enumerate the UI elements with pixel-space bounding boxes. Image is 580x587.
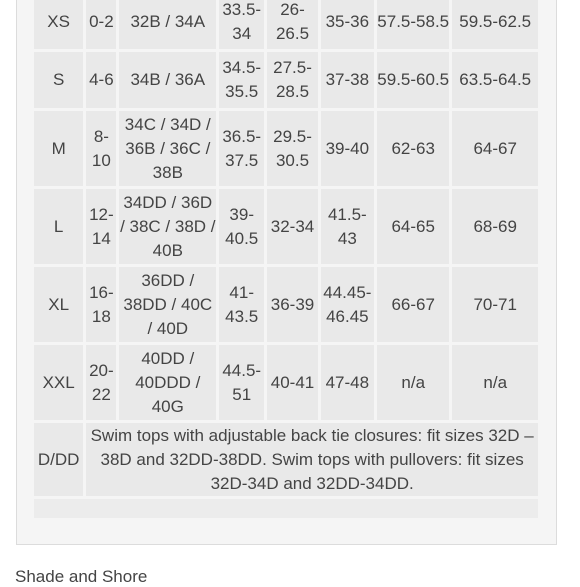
bra-size: 36DD / 38DD / 40C / 40D [119, 267, 216, 342]
measurement: n/a [452, 345, 538, 420]
section-heading: Shade and Shore [15, 567, 148, 586]
measurement: 64-65 [377, 189, 449, 264]
bra-size: 34DD / 36D / 38C / 38D / 40B [119, 189, 216, 264]
hips: 35-36 [321, 0, 374, 49]
bust: 41-43.5 [219, 267, 264, 342]
waist: 40-41 [267, 345, 317, 420]
bra-size: 40DD / 40DDD / 40G [119, 345, 216, 420]
us-size: 16-18 [86, 267, 116, 342]
bra-size: 34C / 34D / 36B / 36C / 38B [119, 111, 216, 186]
measurement: 57.5-58.5 [377, 0, 449, 49]
waist: 27.5-28.5 [267, 52, 317, 108]
waist: 36-39 [267, 267, 317, 342]
waist: 29.5-30.5 [267, 111, 317, 186]
hips: 37-38 [321, 52, 374, 108]
bust: 36.5-37.5 [219, 111, 264, 186]
us-size: 8-10 [86, 111, 116, 186]
size-label: XS [34, 0, 83, 49]
bust: 39-40.5 [219, 189, 264, 264]
measurement: 66-67 [377, 267, 449, 342]
bust: 44.5-51 [219, 345, 264, 420]
measurement: 68-69 [452, 189, 538, 264]
size-label: L [34, 189, 83, 264]
hips: 39-40 [321, 111, 374, 186]
us-size: 20-22 [86, 345, 116, 420]
us-size: 0-2 [86, 0, 116, 49]
measurement: n/a [377, 345, 449, 420]
hips: 44.45-46.45 [321, 267, 374, 342]
table-row [34, 423, 538, 496]
table-row [34, 52, 538, 108]
us-size: 12-14 [86, 189, 116, 264]
size-chart-table [31, 0, 541, 521]
bust: 33.5-34 [219, 0, 264, 49]
measurement: 62-63 [377, 111, 449, 186]
table-row [34, 267, 538, 342]
measurement: 63.5-64.5 [452, 52, 538, 108]
measurement: 70-71 [452, 267, 538, 342]
us-size: 4-6 [86, 52, 116, 108]
bust: 34.5-35.5 [219, 52, 264, 108]
table-row [34, 499, 538, 518]
bra-size: 34B / 36A [119, 52, 216, 108]
measurement: 59.5-60.5 [377, 52, 449, 108]
bra-size: 32B / 34A [119, 0, 216, 49]
size-label: S [34, 52, 83, 108]
table-row [34, 0, 538, 49]
fit-note: Swim tops with adjustable back tie closures: fit sizes 32D – 38D and 32DD-38DD. Swim tops with pullovers: fit sizes 32D-34D and 32DD-34DD. [86, 423, 538, 496]
hips: 47-48 [321, 345, 374, 420]
empty-cell [34, 499, 538, 518]
table-row [34, 111, 538, 186]
size-label: XL [34, 267, 83, 342]
table-row [34, 345, 538, 420]
hips: 41.5-43 [321, 189, 374, 264]
waist: 32-34 [267, 189, 317, 264]
size-label: XXL [34, 345, 83, 420]
waist: 26-26.5 [267, 0, 317, 49]
size-label: D/DD [34, 423, 83, 496]
size-label: M [34, 111, 83, 186]
measurement: 64-67 [452, 111, 538, 186]
table-row [34, 189, 538, 264]
measurement: 59.5-62.5 [452, 0, 538, 49]
